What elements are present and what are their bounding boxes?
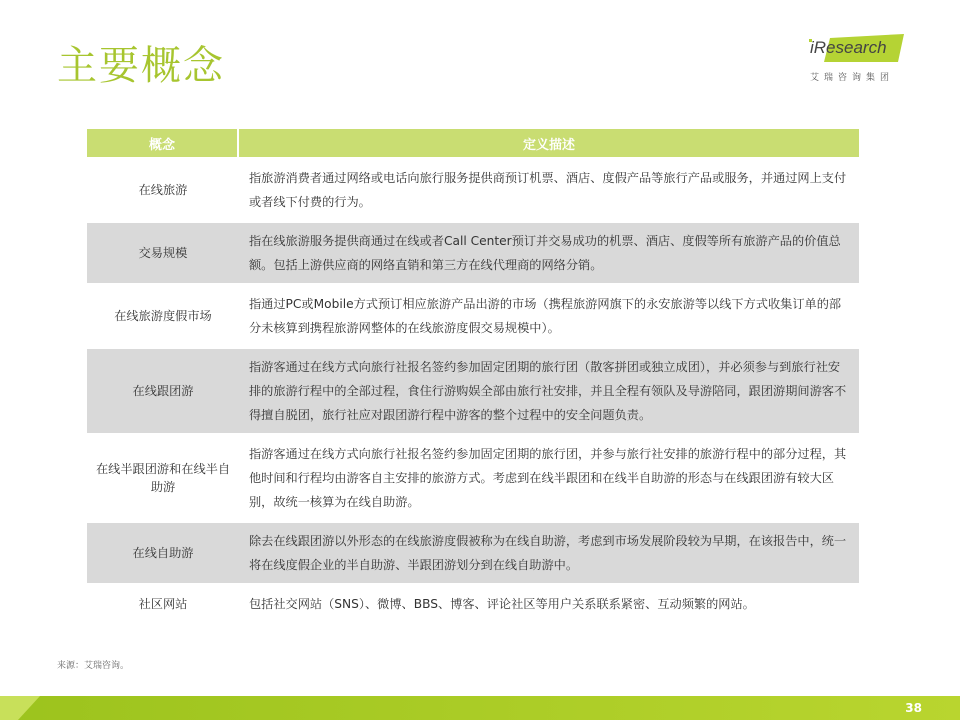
footer-bar <box>0 696 960 720</box>
definition-cell: 除去在线跟团游以外形态的在线旅游度假被称为在线自助游，考虑到市场发展阶段较为早期，在该报告中，统一将在线度假企业的半自助游、半跟团游划分到在线自助游中。 <box>239 523 859 583</box>
table-row <box>87 160 859 220</box>
concept-table <box>87 126 859 625</box>
concept-cell: 在线跟团游 <box>87 349 239 433</box>
table-row <box>87 349 859 433</box>
iresearch-logo <box>808 34 908 86</box>
definition-cell: 指旅游消费者通过网络或电话向旅行服务提供商预订机票、酒店、度假产品等旅行产品或服务，并通过网上支付或者线下付费的行为。 <box>249 171 847 209</box>
table-row <box>87 286 859 346</box>
concept-cell: 在线自助游 <box>87 523 239 583</box>
logo-badge <box>808 34 904 62</box>
definition-cell: 包括社交网站（SNS）、微博、BBS、博客、评论社区等用户关系联系紧密、互动频繁的网站。 <box>249 597 755 611</box>
page-number: 38 <box>905 701 922 715</box>
header-definition: 定义描述 <box>239 129 859 157</box>
table-row <box>87 586 859 622</box>
page-title: 主要概念 <box>57 43 225 89</box>
concept-cell: 在线旅游度假市场 <box>114 309 212 323</box>
concept-cell: 社区网站 <box>138 597 188 611</box>
definition-cell: 指通过PC或Mobile方式预订相应旅游产品出游的市场（携程旅游网旗下的永安旅游等以线下方式收集订单的部分未核算到携程旅游网整体的在线旅游度假交易规模中）。 <box>249 297 842 335</box>
table-row <box>87 523 859 583</box>
table-row <box>87 223 859 283</box>
definition-cell: 指游客通过在线方式向旅行社报名签约参加固定团期的旅行团（散客拼团或独立成团），并必须参与到旅行社安排的旅游行程中的全部过程，食住行游购娱全部由旅行社安排，并且全程有领队及导游陪同，跟团游期间游客不得擅自脱团，旅行社应对跟团游行程中游客的整个过程中的安全问题负责。 <box>239 349 859 433</box>
concept-cell: 在线半跟团游和在线半自助游 <box>95 462 231 494</box>
definition-cell: 指在线旅游服务提供商通过在线或者Call Center预订并交易成功的机票、酒店、度假等所有旅游产品的价值总额。包括上游供应商的网络直销和第三方在线代理商的网络分销。 <box>239 223 859 283</box>
concept-cell: 交易规模 <box>87 223 239 283</box>
source-note: 来源：艾瑞咨询。 <box>57 661 130 671</box>
table-row <box>87 436 859 520</box>
header-concept: 概念 <box>87 129 239 157</box>
table-header-row <box>87 129 859 157</box>
logo-wordmark: iResearch <box>810 38 887 57</box>
definition-cell: 指游客通过在线方式向旅行社报名签约参加固定团期的旅行团，并参与旅行社安排的旅游行程中的部分过程，其他时间和行程均由游客自主安排的旅游方式。考虑到在线半跟团和在线半自助游的形态与在线跟团游有较大区别，故统一核算为在线自助游。 <box>249 447 847 509</box>
logo-subtitle: 艾瑞咨询集团 <box>810 73 895 83</box>
concept-cell: 在线旅游 <box>138 183 188 197</box>
